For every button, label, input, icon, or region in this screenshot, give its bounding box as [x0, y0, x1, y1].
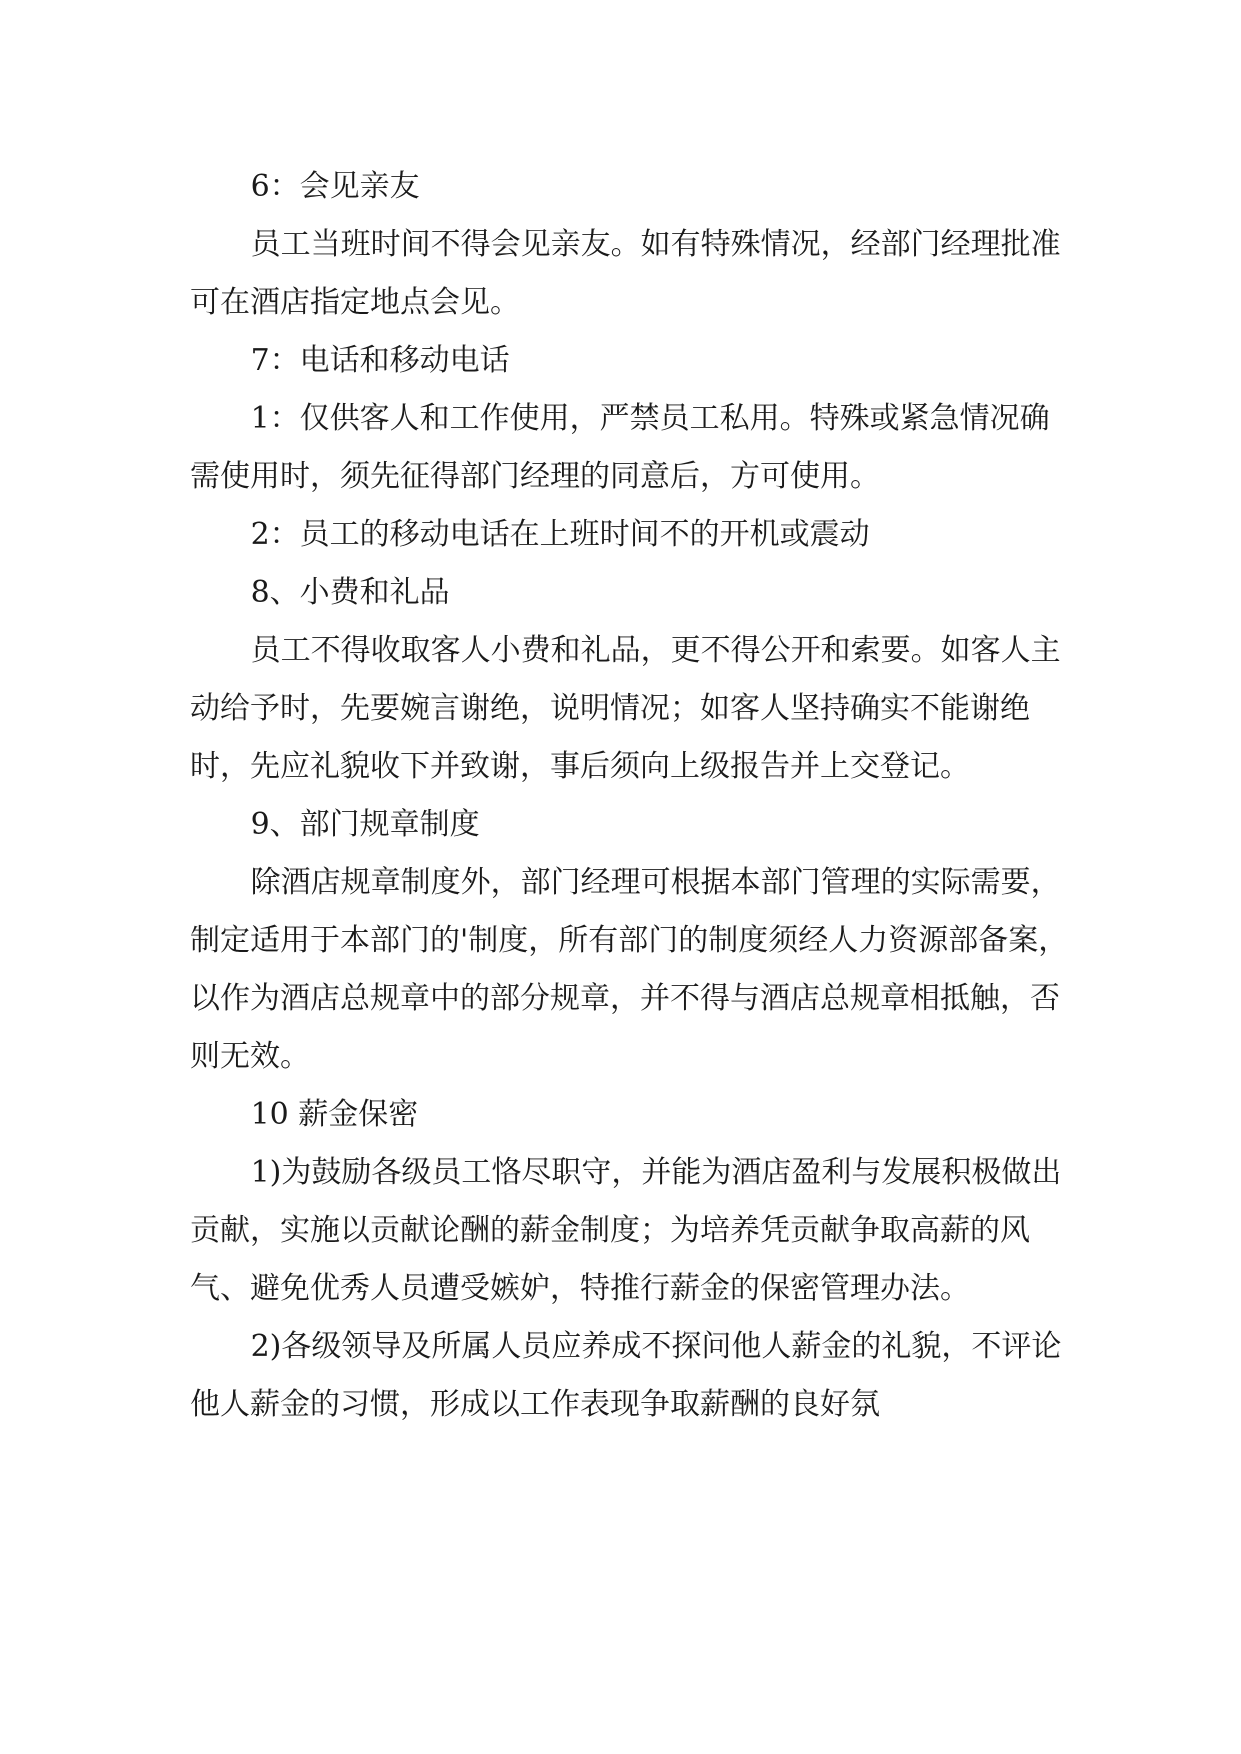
paragraph-tips: 员工不得收取客人小费和礼品，更不得公开和索要。如客人主动给予时，先要婉言谢绝，说明情况；如客人坚持确实不能谢绝时，先应礼貌收下并致谢，事后须向上级报告并上交登记。: [190, 633, 1061, 784]
section-heading-phone: 7：电话和移动电话: [250, 343, 510, 378]
section-heading-salary: 10 薪金保密: [250, 1097, 419, 1132]
paragraph-visiting: 员工当班时间不得会见亲友。如有特殊情况，经部门经理批准可在酒店指定地点会见。: [190, 227, 1061, 320]
document-body: [190, 158, 1070, 1434]
paragraph-salary-1: 1)为鼓励各级员工恪尽职守，并能为酒店盈利与发展积极做出贡献，实施以贡献论酬的薪金制度；为培养凭贡献争取高薪的风气、避免优秀人员遭受嫉妒，特推行薪金的保密管理办法。: [190, 1155, 1062, 1306]
paragraph-phone-2: 2：员工的移动电话在上班时间不的开机或震动: [250, 517, 870, 552]
paragraph-salary-2: 2)各级领导及所属人员应养成不探问他人薪金的礼貌，不评论他人薪金的习惯，形成以工作表现争取薪酬的良好氛: [190, 1329, 1062, 1422]
section-heading-rules: 9、部门规章制度: [250, 807, 480, 842]
section-heading-tips: 8、小费和礼品: [250, 575, 450, 610]
paragraph-rules: 除酒店规章制度外，部门经理可根据本部门管理的实际需要，制定适用于本部门的'制度，所有部门的制度须经人力资源部备案，以作为酒店总规章中的部分规章，并不得与酒店总规章相抵触，否则无效。: [190, 865, 1069, 1074]
paragraph-phone-1: 1：仅供客人和工作使用，严禁员工私用。特殊或紧急情况确需使用时，须先征得部门经理的同意后，方可使用。: [190, 401, 1050, 494]
section-heading-visiting: 6：会见亲友: [250, 169, 420, 204]
